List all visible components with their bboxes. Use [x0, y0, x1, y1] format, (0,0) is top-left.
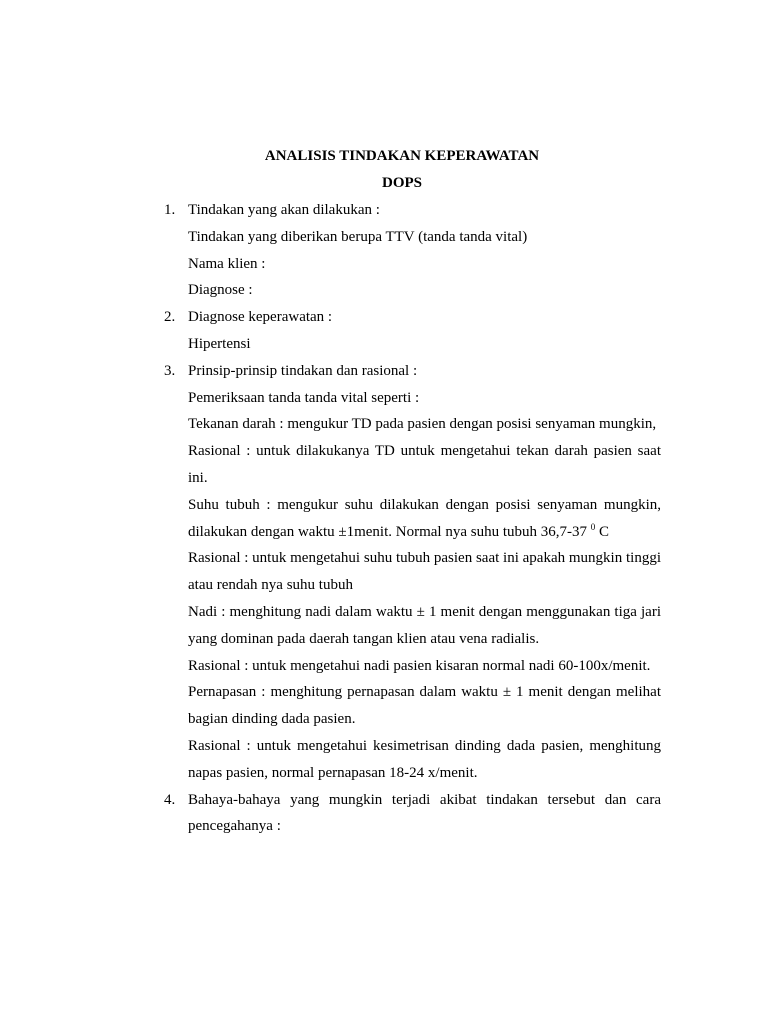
item-heading: Prinsip-prinsip tindakan dan rasional :	[188, 362, 418, 379]
list-item-3	[164, 358, 661, 787]
item-paragraph: Rasional : untuk dilakukanya TD untuk mengetahui tekan darah pasien saat ini.	[188, 443, 661, 486]
temperature-text: Suhu tubuh : mengukur suhu dilakukan dengan posisi senyaman mungkin, dilakukan dengan waktu ±1menit. Normal nya suhu tubuh 36,7-37	[188, 496, 661, 540]
degree-symbol: 0	[590, 521, 596, 532]
item-paragraph: Rasional : untuk mengetahui kesimetrisan dinding dada pasien, menghitung napas pasien, normal pernapasan 18-24 x/menit.	[188, 737, 661, 781]
document-title: ANALISIS TINDAKAN KEPERAWATAN	[264, 148, 540, 164]
item-number: 1.	[164, 202, 176, 218]
list-item-2	[164, 304, 661, 358]
item-line: Hipertensi	[188, 335, 251, 352]
item-number: 2.	[164, 309, 176, 326]
item-paragraph: Pernapasan : menghitung pernapasan dalam waktu ± 1 menit dengan melihat bagian dinding dada pasien.	[188, 684, 661, 728]
item-paragraph-temperature	[188, 492, 661, 546]
numbered-list	[164, 197, 661, 840]
document-subtitle: DOPS	[381, 175, 422, 191]
item-heading: Diagnose keperawatan :	[188, 309, 333, 326]
item-line: Nama klien :	[188, 255, 266, 272]
item-line: Pemeriksaan tanda tanda vital seperti :	[188, 389, 420, 406]
item-line: Rasional : untuk mengetahui nadi pasien kisaran normal nadi 60-100x/menit.	[188, 657, 651, 674]
list-item-4	[164, 787, 661, 841]
item-paragraph: Nadi : menghitung nadi dalam waktu ± 1 menit dengan menggunakan tiga jari yang dominan pada daerah tangan klien atau vena radialis.	[188, 603, 661, 647]
item-heading: Bahaya-bahaya yang mungkin terjadi akibat tindakan tersebut dan cara pencegahanya :	[188, 791, 661, 835]
item-paragraph: Rasional : untuk mengetahui suhu tubuh pasien saat ini apakah mungkin tinggi atau rendah nya suhu tubuh	[188, 550, 661, 594]
list-item-1	[164, 197, 661, 304]
item-number: 4.	[164, 791, 176, 808]
item-line: Diagnose :	[188, 282, 253, 299]
item-heading: Tindakan yang akan dilakukan :	[188, 202, 380, 218]
degree-unit: C	[595, 523, 610, 540]
item-line: Tindakan yang diberikan berupa TTV (tanda tanda vital)	[188, 228, 528, 245]
item-number: 3.	[164, 362, 176, 379]
item-line: Tekanan darah : mengukur TD pada pasien dengan posisi senyaman mungkin,	[188, 416, 657, 433]
